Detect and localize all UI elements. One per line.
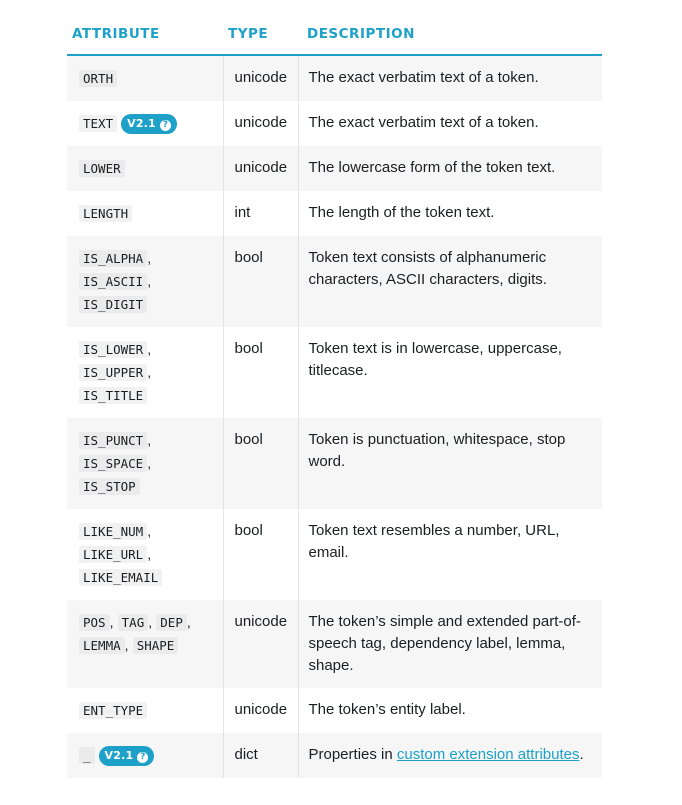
description-cell: Token text resembles a number, URL, email.: [308, 522, 560, 561]
attribute-code: DEP: [156, 614, 187, 631]
attribute-code: ORTH: [79, 70, 117, 87]
table-row: [67, 327, 602, 418]
type-cell: unicode: [223, 101, 298, 146]
description-cell: Token is punctuation, whitespace, stop word.: [308, 431, 566, 470]
table-row: [67, 509, 602, 600]
table-row: [67, 236, 602, 327]
attribute-code: LIKE_NUM: [79, 523, 147, 540]
description-cell: [298, 733, 602, 778]
type-cell: bool: [223, 236, 298, 327]
attribute-cell: IS_LOWER , IS_UPPER , IS_TITLE: [67, 327, 223, 418]
version-badge[interactable]: [99, 746, 155, 766]
attribute-cell: [67, 101, 223, 146]
attribute-cell: [67, 146, 223, 191]
version-badge-label: V2.1: [104, 749, 134, 762]
attribute-cell: [67, 733, 223, 778]
attribute-code: IS_LOWER: [79, 341, 147, 358]
attribute-cell: LIKE_NUM , LIKE_URL , LIKE_EMAIL: [67, 509, 223, 600]
attributes-table: [67, 16, 602, 778]
version-badge[interactable]: [121, 114, 177, 134]
attribute-code: LIKE_URL: [79, 546, 147, 563]
help-circle-icon[interactable]: ?: [160, 120, 171, 131]
attribute-code: IS_STOP: [79, 478, 140, 495]
table-header-row: [67, 16, 602, 55]
attribute-code: TAG: [118, 614, 149, 631]
type-cell: bool: [223, 509, 298, 600]
attribute-code: LOWER: [79, 160, 125, 177]
attribute-cell: POS , TAG , DEP , LEMMA , SHAPE: [67, 600, 223, 688]
description-cell: The exact verbatim text of a token.: [308, 114, 539, 131]
table-row: [67, 101, 602, 146]
attribute-code: POS: [79, 614, 110, 631]
table-row: [67, 55, 602, 101]
table-row: [67, 600, 602, 688]
description-prefix: Properties in: [308, 746, 397, 763]
table-row: [67, 733, 602, 778]
type-cell: bool: [223, 418, 298, 509]
type-cell: int: [223, 191, 298, 236]
type-cell: unicode: [223, 600, 298, 688]
attribute-code: ENT_TYPE: [79, 702, 147, 719]
version-badge-label: V2.1: [127, 117, 156, 130]
type-cell: bool: [223, 327, 298, 418]
attribute-code: LENGTH: [79, 205, 132, 222]
description-suffix: .: [579, 746, 584, 763]
header-type: TYPE: [223, 16, 298, 55]
attributes-table-container: [67, 16, 602, 778]
description-cell: The token’s entity label.: [308, 701, 466, 718]
attribute-code: IS_ALPHA: [79, 250, 147, 267]
attribute-cell: IS_ALPHA , IS_ASCII , IS_DIGIT: [67, 236, 223, 327]
type-cell: dict: [223, 733, 298, 778]
attribute-cell: [67, 688, 223, 733]
attribute-code: LIKE_EMAIL: [79, 569, 162, 586]
attribute-code: SHAPE: [133, 637, 179, 654]
attribute-code: TEXT: [79, 115, 117, 132]
attribute-code: IS_UPPER: [79, 364, 147, 381]
attribute-code: IS_TITLE: [79, 387, 147, 404]
attribute-code: IS_PUNCT: [79, 432, 147, 449]
attribute-cell: [67, 191, 223, 236]
custom-extension-attributes-link[interactable]: custom extension attributes: [396, 746, 580, 763]
description-cell: The exact verbatim text of a token.: [308, 69, 539, 86]
header-attribute: ATTRIBUTE: [67, 16, 223, 55]
description-cell: The length of the token text.: [308, 204, 495, 221]
attribute-code: IS_SPACE: [79, 455, 147, 472]
description-cell: The lowercase form of the token text.: [308, 159, 556, 176]
attribute-code: _: [79, 747, 95, 764]
help-circle-icon[interactable]: ?: [137, 752, 148, 763]
table-row: [67, 191, 602, 236]
attribute-cell: [67, 55, 223, 101]
description-cell: Token text consists of alphanumeric characters, ASCII characters, digits.: [308, 249, 547, 288]
description-cell: Token text is in lowercase, uppercase, titlecase.: [308, 340, 562, 379]
attribute-cell: IS_PUNCT , IS_SPACE , IS_STOP: [67, 418, 223, 509]
attribute-code: IS_DIGIT: [79, 296, 147, 313]
header-description: DESCRIPTION: [298, 16, 602, 55]
type-cell: unicode: [223, 688, 298, 733]
type-cell: unicode: [223, 55, 298, 101]
attribute-code: LEMMA: [79, 637, 125, 654]
attribute-code: IS_ASCII: [79, 273, 147, 290]
table-row: [67, 688, 602, 733]
description-cell: The token’s simple and extended part-of-speech tag, dependency label, lemma, shape.: [308, 613, 581, 674]
table-row: [67, 146, 602, 191]
type-cell: unicode: [223, 146, 298, 191]
table-row: [67, 418, 602, 509]
